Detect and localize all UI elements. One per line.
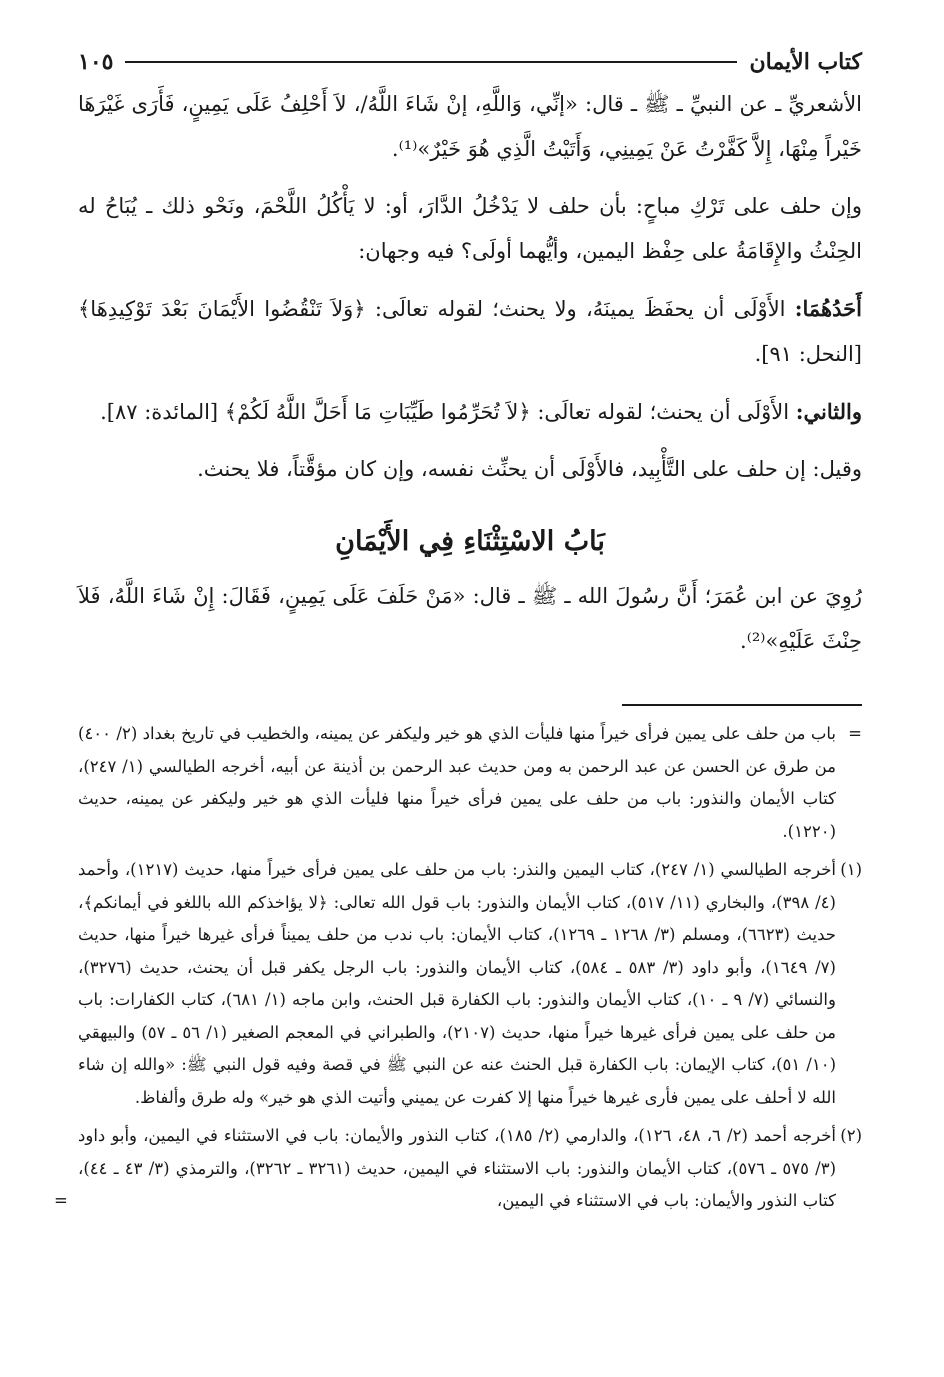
paragraph-hadith-continuation: الأشعريِّ ـ عن النبيِّ ـ ﷺ ـ قال: «إنِّي، وَاللَّهِ، إنْ شَاءَ اللَّهُ/، لاَ أَحْلِفُ عَلَى يَمِينٍ، فَأَرَى غَيْرَهَا خَيْراً مِنْهَا، إِلاَّ كَفَّرْتُ عَنْ يَمِينِي، وَأَتَيْتُ الَّذِي هُوَ خَيْرٌ»⁽¹⁾. — [78, 92, 862, 161]
header-rule — [125, 61, 737, 63]
book-page — [54, 42, 862, 1218]
first-view-text: الأَوْلَى أن يحفَظَ يمينَهُ، ولا يحنث؛ لقوله تعالَى: ﴿وَلاَ تَنْقُضُوا الأَيْمَانَ بَعْدَ تَوْكِيدِهَا﴾ [النحل: ٩١]. — [78, 297, 862, 366]
footnote-text: أخرجه الطيالسي (١/ ٢٤٧)، كتاب اليمين والنذر: باب من حلف على يمين فرأى خيراً منها، حديث (١٢١٧)، وأحمد (٤/ ٣٩٨)، والبخاري (١١/ ٥١٧)، كتاب الأيمان والنذور: باب قول الله تعالى: ﴿لا يؤاخذكم الله باللغو في أيمانكم﴾، حديث (٦٦٢٣)، ومسلم (٣/ ١٢٦٨ ـ ١٢٦٩)، كتاب الأيمان: باب ندب من حلف يميناً فرأى غيرها خيراً منها، حديث (٧/ ١٦٤٩)، وأبو داود (٣/ ٥٨٣ ـ ٥٨٤)، كتاب الأيمان والنذور: باب الرجل يكفر قبل أن يحنث، حديث (٣٢٧٦)، والنسائي (٧/ ٩ ـ ١٠)، كتاب الأيمان والنذور: باب الكفارة قبل الحنث، وابن ماجه (١/ ٦٨١)، كتاب الكفارات: باب من حلف على يمين فرأى غيرها خيراً منها، حديث (٢١٠٧)، والطبراني في المعجم الصغير (١/ ٥٦ ـ ٥٧) والبيهقي (١٠/ ٥١)، كتاب الإيمان: باب الكفارة قبل الحنث عنه عن النبي ﷺ في قصة وفيه قول النبي ﷺ: «والله إن شاء الله لا أحلف على يمين فأرى غيرها خيراً منها إلا كفرت عن يميني وأتيت الذي هو خير» وله طرق وألفاظ. — [78, 860, 837, 1107]
first-view-lead: أَحَدُهُمَا: — [794, 296, 862, 321]
footnote-mark: (٢) — [840, 1126, 862, 1145]
paragraph-third-view: وقيل: إن حلف على التَّأْبِيد، فالأَوْلَى أن يحنِّث نفسه، وإن كان مؤقَّتاً، فلا يحنث. — [197, 457, 862, 481]
footnote-text: باب من حلف على يمين فرأى خيراً منها فليأت الذي هو خير وليكفر عن يمينه، والخطيب في تاريخ بغداد (٢/ ٤٠٠) من طرق عن الحسن عن عبد الرحمن به ومن حديث عبد الرحمن بن أذينة عن أبيه، أخرجه الطيالسي (١/ ٢٤٧)، كتاب الأيمان والنذور: باب من حلف على يمين فرأى خيراً منها فليأت الذي هو خير وليكفر عن يمينه، حديث (١٢٢٠). — [78, 724, 836, 841]
second-view-text: الأَوْلَى أن يحنث؛ لقوله تعالَى: ﴿لاَ تُحَرِّمُوا طَيِّبَاتِ مَا أَحَلَّ اللَّهُ لَكُمْ﴾ [المائدة: ٨٧]. — [100, 400, 790, 424]
main-text — [78, 82, 862, 664]
footnote-text: أخرجه أحمد (٢/ ٦، ٤٨، ١٢٦)، والدارمي (٢/ ١٨٥)، كتاب النذور والأيمان: باب في الاستثناء في اليمين، وأبو داود (٣/ ٥٧٥ ـ ٥٧٦)، كتاب الأيمان والنذور: باب الاستثناء في اليمين، حديث (٣٢٦١ ـ ٣٢٦٢)، والترمذي (٣/ ٤٣ ـ ٤٤)، كتاب النذور والأيمان: باب في الاستثناء في اليمين، — [78, 1126, 837, 1210]
footnote-mark: = — [848, 724, 862, 743]
continuation-mark: = — [54, 1191, 68, 1210]
second-view-lead: والثاني: — [795, 399, 862, 424]
running-header — [78, 42, 862, 82]
footnote-mark: (١) — [840, 860, 862, 879]
page-number: ١٠٥ — [78, 49, 114, 75]
footnote-1 — [78, 854, 862, 1114]
footnotes — [54, 718, 862, 1218]
footnote-continued — [78, 718, 862, 848]
footnote-separator — [622, 704, 862, 706]
chapter-title: كتاب الأيمان — [749, 49, 862, 75]
section-heading: بَابُ الاسْتِثْنَاءِ فِي الأَيْمَانِ — [335, 526, 605, 557]
footnote-2 — [54, 1120, 862, 1218]
paragraph-oath-on-permissible: وإن حلف على تَرْكِ مباحٍ: بأن حلف لا يَدْخُلُ الدَّارَ، أو: لا يَأْكُلُ اللَّحْمَ، ونَحْو ذلك ـ يُبَاحُ له الحِنْثُ والإِقَامَةُ على حِفْظ اليمين، وأيُّهما أولَى؟ فيه وجهان: — [78, 194, 862, 263]
paragraph-second-view — [78, 389, 862, 435]
paragraph-first-view — [78, 286, 862, 377]
paragraph-ibn-umar-hadith: رُوِيَ عن ابن عُمَرَ؛ أَنَّ رسُولَ الله ـ ﷺ ـ قال: «مَنْ حَلَفَ عَلَى يَمِينٍ، فَقَالَ: إِنْ شَاءَ اللَّهُ، فَلاَ حِنْثَ عَلَيْهِ»⁽²⁾. — [78, 584, 862, 653]
